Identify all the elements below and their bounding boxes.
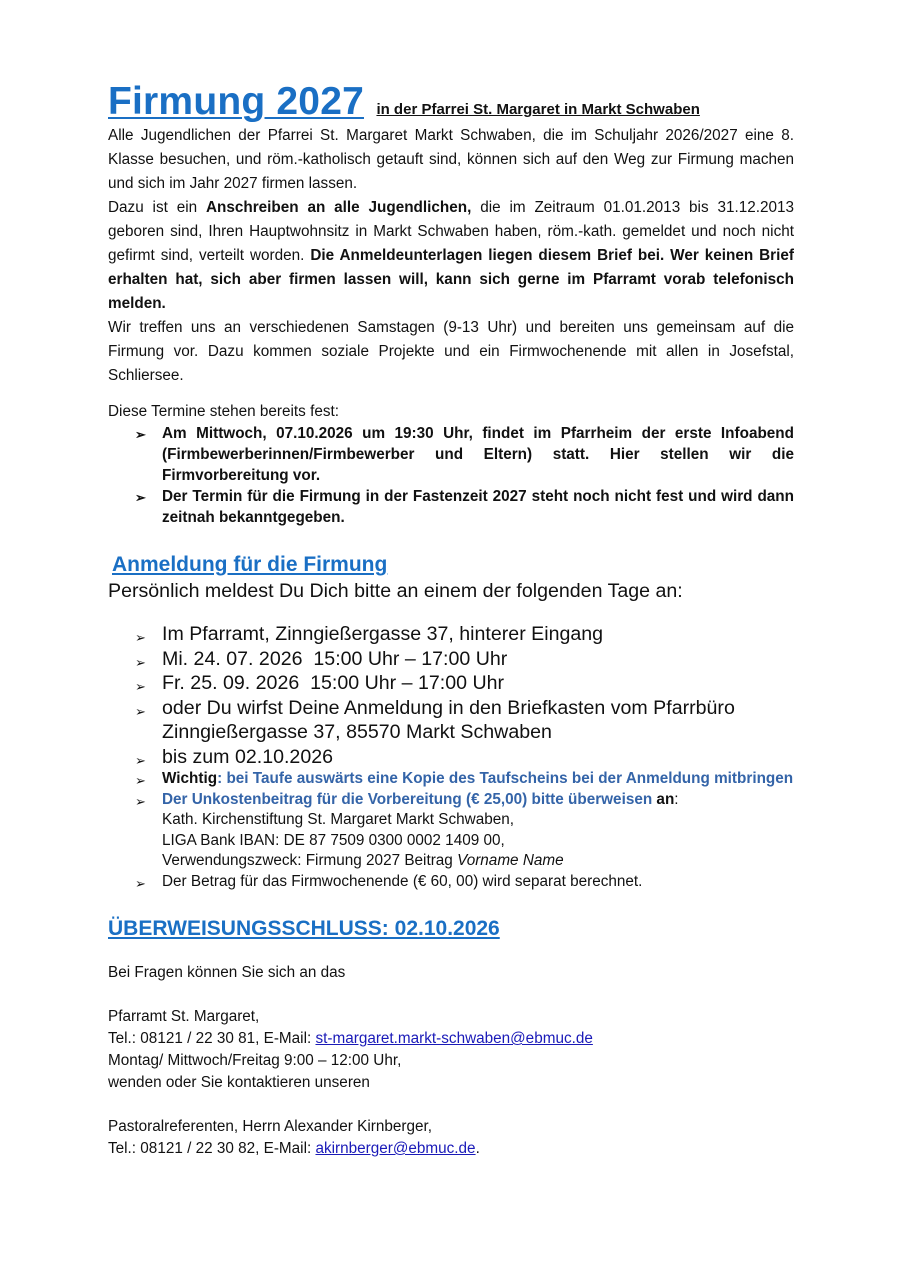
arrowhead-bullet-icon: ➢ [135, 630, 146, 645]
termine-item-1: Am Mittwoch, 07.10.2026 um 19:30 Uhr, findet im Pfarrheim der erste Infoabend (Firmbewerberinnen/Firmbewerber und Eltern) statt. Hier stellen wir die Firmvorbereitung vor. [162, 425, 794, 484]
or-text: wenden oder Sie kontaktieren unseren [108, 1074, 370, 1091]
anmeldung-item-4: oder Du wirfst Deine Anmeldung in den Briefkasten vom Pfarrbüro Zinngießergasse 37, 85570 Markt Schwaben [162, 696, 735, 743]
page-subtitle: in der Pfarrei St. Margaret in Markt Schwaben [376, 101, 700, 118]
list-item [108, 671, 794, 696]
arrowhead-bullet-icon: ➢ [135, 427, 146, 442]
office-tel-line [108, 1028, 794, 1050]
referent-email-link[interactable]: akirnberger@ebmuc.de [315, 1140, 476, 1157]
referent-end: . [475, 1140, 480, 1157]
contact-block [108, 962, 794, 1160]
intro-paragraph-1: Alle Jugendlichen der Pfarrei St. Margaret Markt Schwaben, die im Schuljahr 2026/2027 eine 8. Klasse besuchen, und röm.-katholisch getauft sind, können sich auf den Weg zur Firmung machen und sich im Jahr 2027 firmen lassen. [108, 127, 794, 192]
intro-p2-bold-d: Die Anmeldeunterlagen liegen diesem Brief bei. Wer keinen Brief erhalten hat, sich aber firmen lassen will, kann sich gerne im Pfarramt vorab telefonisch melden. [108, 247, 794, 312]
bank-line-3: Verwendungszweck: Firmung 2027 Beitrag [162, 852, 458, 869]
list-item [108, 486, 794, 528]
beitrag-text: Der Unkostenbeitrag für die Vorbereitung (€ 25,00) bitte überweisen [162, 790, 653, 808]
intro-p2-bold-b: Anschreiben an alle Jugendlichen, [205, 199, 472, 216]
arrowhead-bullet-icon: ➢ [135, 773, 146, 788]
referent-tel: Tel.: 08121 / 22 30 82, E-Mail: [108, 1140, 316, 1157]
intro-paragraph-3: Wir treffen uns an verschiedenen Samstagen (9-13 Uhr) und bereiten uns gemeinsam auf die Firmung vor. Dazu kommen soziale Projekte und ein Firmwochenende mit allen in Josefstal, Schliersee. [108, 319, 794, 384]
referent-name: Pastoralreferenten, Herrn Alexander Kirnberger, [108, 1118, 432, 1135]
document-page [108, 80, 794, 1160]
list-item [108, 423, 794, 486]
arrowhead-bullet-icon: ➢ [135, 875, 146, 891]
intro-p2-text-a: Dazu ist ein [108, 199, 206, 216]
wochenende-text: Der Betrag für das Firmwochenende (€ 60, 00) wird separat berechnet. [162, 872, 643, 890]
arrowhead-bullet-icon: ➢ [135, 752, 146, 768]
list-item [108, 769, 794, 790]
anmeldung-intro: Persönlich meldest Du Dich bitte an einem der folgenden Tage an: [108, 580, 683, 602]
anmeldung-heading: Anmeldung für die Firmung [112, 553, 388, 576]
beitrag-colon: : [674, 790, 679, 808]
wichtig-colon: : [217, 770, 223, 787]
anmeldung-list [108, 622, 794, 892]
office-email-link[interactable]: st-margaret.markt-schwaben@ebmuc.de [315, 1030, 593, 1047]
list-item [108, 622, 794, 647]
arrowhead-bullet-icon: ➢ [135, 679, 146, 694]
contact-intro: Bei Fragen können Sie sich an das [108, 964, 346, 981]
beitrag-an: an [652, 790, 675, 808]
office-hours: Montag/ Mittwoch/Freitag 9:00 – 12:00 Uhr, [108, 1052, 402, 1069]
list-item [108, 872, 794, 893]
intro-paragraph-2 [108, 196, 794, 316]
list-item [108, 790, 794, 872]
bank-line-2: LIGA Bank IBAN: DE 87 7509 0300 0002 1409 00, [162, 831, 505, 849]
referent-tel-line [108, 1138, 794, 1160]
schluss-heading: ÜBERWEISUNGSSCHLUSS: 02.10.2026 [108, 917, 500, 940]
termine-intro: Diese Termine stehen bereits fest: [108, 403, 339, 420]
list-item [108, 647, 794, 672]
arrowhead-bullet-icon: ➢ [135, 703, 146, 719]
wichtig-text: bei Taufe auswärts eine Kopie des Taufscheins bei der Anmeldung mitbringen [222, 770, 794, 787]
termine-item-2: Der Termin für die Firmung in der Fastenzeit 2027 steht noch nicht fest und wird dann zeitnah bekanntgegeben. [162, 488, 794, 526]
intro-p2-text-c: die im Zeitraum 01.01.2013 bis 31.12.2013 geboren sind, Ihren Hauptwohnsitz in Markt Schwaben haben, röm.-kath. gemeldet und noch nicht gefirmt sind, verteilt worden. [108, 199, 794, 264]
office-tel: Tel.: 08121 / 22 30 81, E-Mail: [108, 1030, 316, 1047]
list-item [108, 745, 794, 770]
bank-line-1: Kath. Kirchenstiftung St. Margaret Markt Schwaben, [162, 811, 514, 828]
bank-line-3-italic: Vorname Name [457, 852, 564, 869]
anmeldung-item-5: bis zum 02.10.2026 [162, 745, 334, 768]
arrowhead-bullet-icon: ➢ [135, 654, 146, 670]
anmeldung-item-3: Fr. 25. 09. 2026 15:00 Uhr – 17:00 Uhr [162, 672, 505, 694]
office-name: Pfarramt St. Margaret, [108, 1008, 260, 1025]
arrowhead-bullet-icon: ➢ [135, 793, 146, 809]
anmeldung-item-2: Mi. 24. 07. 2026 15:00 Uhr – 17:00 Uhr [162, 647, 508, 670]
title-row [108, 80, 794, 124]
spacer [108, 388, 794, 400]
wichtig-label: Wichtig [162, 770, 218, 787]
list-item [108, 696, 794, 745]
page-title: Firmung 2027 [108, 80, 364, 123]
anmeldung-item-1: Im Pfarramt, Zinngießergasse 37, hinterer Eingang [162, 623, 604, 645]
termine-list [108, 423, 794, 528]
arrowhead-bullet-icon: ➢ [135, 490, 146, 505]
